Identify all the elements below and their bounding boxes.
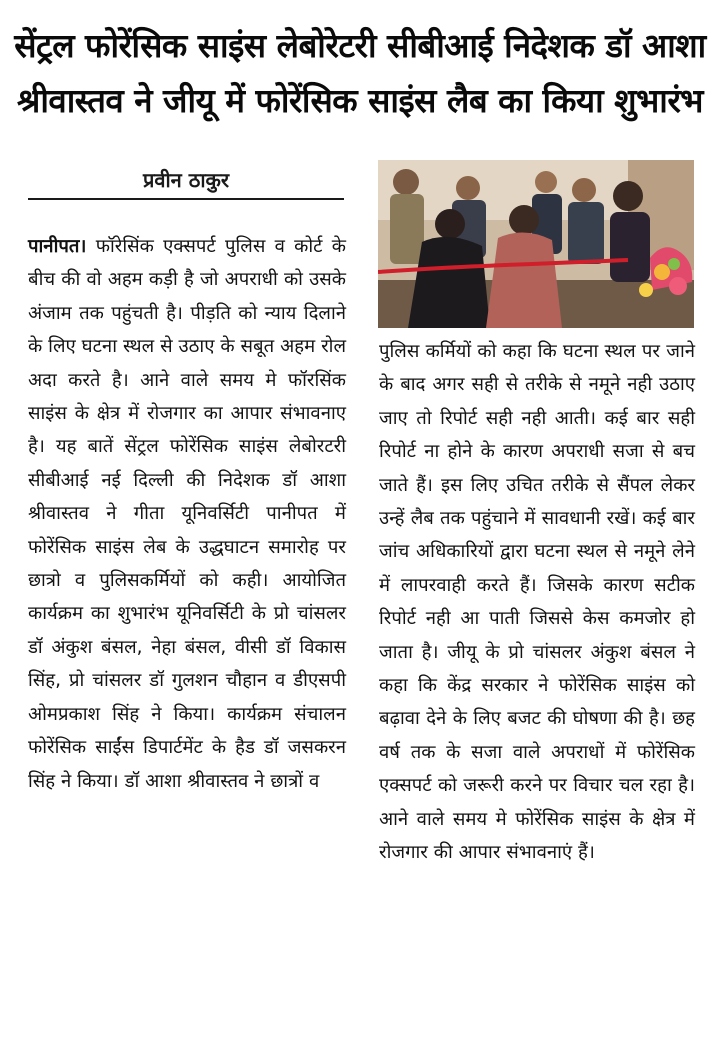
dateline: पानीपत। — [28, 236, 87, 257]
left-column-paragraph — [28, 230, 346, 798]
headline: सेंट्रल फोरेंसिक साइंस लेबोरेटरी सीबीआई निदेशक डॉ आशा श्रीवास्तव ने जीयू में फोरेंसिक साइंस लैब का किया शुभारंभ — [14, 26, 706, 120]
byline-rule — [28, 198, 344, 200]
byline-box — [28, 160, 344, 200]
right-column-text: पुलिस कर्मियों को कहा कि घटना स्थल पर जाने के बाद अगर सही से तरीके से नमूने नही उठाए जाए तो रिपोर्ट सही नही आती। कई बार सही रिपोर्ट ना होने के कारण अपराधी सजा से बच जाते हैं। इस लिए उचित तरीके से सैंपल लेकर उन्हें लैब तक पहुंचाने में सावधानी रखें। कई बार जांच अधिकारियों द्वारा घटना स्थल से नमूने लेने में लापरवाही करते हैं। जिसके कारण सटीक रिपोर्ट नही आ पाती जिससे केस कमजोर हो जाता है। जीयू के प्रो चांसलर अंकुश बंसल ने कहा कि केंद्र सरकार ने फोरेंसिक साइंस को बढ़ावा देने के लिए बजट की घोषणा की है। छह वर्ष तक के सजा वाले अपराधों में फोरेंसिक एक्सपर्ट को जरूरी करने पर विचार चल रहा है। आने वाले समय मे फोरेंसिक साइंस के क्षेत्र में रोजगार की आपार संभावनाएं हैं। — [379, 341, 695, 864]
ribbon-cutting-photo — [378, 160, 694, 328]
byline: प्रवीन ठाकुर — [142, 168, 230, 192]
right-column — [379, 335, 695, 870]
left-column — [28, 230, 346, 798]
left-column-text: फॉरेसिंक एक्सपर्ट पुलिस व कोर्ट के बीच की वो अहम कड़ी है जो अपराधी को उसके अंजाम तक पहुंचती है। पीड़ति को न्याय दिलाने के लिए घटना स्थल से उठाए के सबूत अहम रोल अदा करते है। आने वाले समय मे फॉरसिंक साइंस के क्षेत्र में रोजगार का आपार संभावनाए है। यह बातें सेंट्रल फोरेंसिक साइंस लेबोरटरी सीबीआई नई दिल्ली की निदेशक डॉ आशा श्रीवास्तव ने गीता यूनिवर्सिटी पानीपत में फोरेंसिक साइंस लेब के उद्धघाटन समारोह पर छात्रो व पुलिसकर्मियों को कही। आयोजित कार्यक्रम का शुभारंभ यूनिवर्सिटी के प्रो चांसलर डॉ अंकुश बंसल, नेहा बंसल, वीसी डॉ विकास सिंह, प्रो चांसलर डॉ गुलशन चौहान व डीएसपी ओमप्रकाश सिंह ने किया। कार्यक्रम संचालन फोरेंसिक साईंस डिपार्टमेंट के हैड डॉ जसकरन सिंह ने किया। डॉ आशा श्रीवास्तव ने छात्रों व — [28, 236, 346, 792]
